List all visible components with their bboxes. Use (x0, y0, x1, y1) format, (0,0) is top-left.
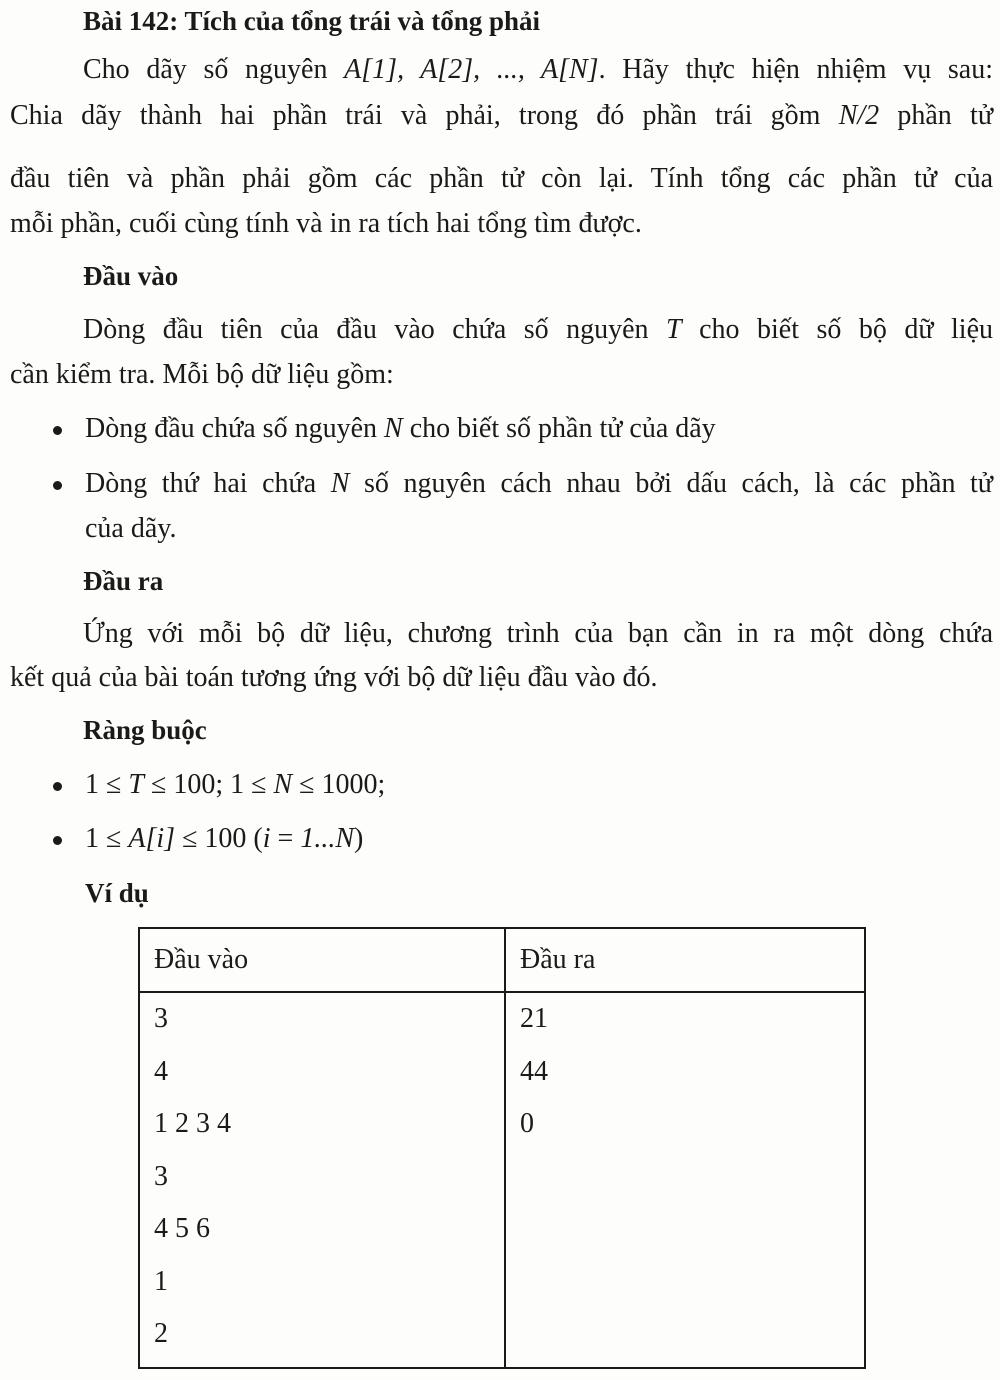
table-header-input: Đầu vào (139, 928, 505, 992)
example-output-cell (505, 992, 865, 1368)
example-input-cell (139, 992, 505, 1368)
example-heading: Ví dụ (85, 878, 149, 908)
bullet-icon (53, 782, 62, 791)
example-output-line: 44 (520, 1055, 548, 1087)
intro-line-4: mỗi phần, cuối cùng tính và in ra tích hai tổng tìm được. (10, 208, 642, 239)
problem-title: Bài 142: Tích của tổng trái và tổng phải (83, 6, 541, 36)
bullet-icon (53, 481, 62, 490)
constraint-1: 1 ≤ T ≤ 100; 1 ≤ N ≤ 1000; (85, 769, 386, 800)
intro-line-1: Cho dãy số nguyên A[1], A[2], ..., A[N]. Hãy thực hiện nhiệm vụ sau: (83, 54, 994, 85)
example-output-line: 21 (520, 1003, 548, 1034)
constraints-heading: Ràng buộc (83, 715, 207, 745)
bullet-icon (53, 836, 62, 845)
intro-line-2: Chia dãy thành hai phần trái và phải, trong đó phần trái gồm N/2 phần tử (10, 100, 993, 131)
example-table (138, 927, 866, 1369)
output-line-1: Ứng với mỗi bộ dữ liệu, chương trình của bạn cần in ra một dòng chứa (83, 618, 993, 649)
example-input-line: 3 (154, 1160, 168, 1192)
input-heading: Đầu vào (83, 261, 179, 291)
example-input-line: 1 2 3 4 (154, 1108, 231, 1139)
constraint-2: 1 ≤ A[i] ≤ 100 (i = 1...N) (85, 823, 364, 854)
input-bullet-2-cont: của dãy. (85, 513, 177, 544)
example-input-line: 4 5 6 (154, 1213, 210, 1244)
output-heading: Đầu ra (83, 566, 164, 596)
example-input-line: 1 (154, 1265, 168, 1297)
table-header-output: Đầu ra (505, 928, 865, 992)
example-input-line: 3 (154, 1003, 168, 1034)
input-bullet-1: Dòng đầu chứa số nguyên N cho biết số phần tử của dãy (85, 413, 716, 444)
input-line-1: Dòng đầu tiên của đầu vào chứa số nguyên T cho biết số bộ dữ liệu (83, 314, 993, 345)
table-row (139, 992, 865, 1368)
example-input-line: 2 (154, 1318, 168, 1349)
input-bullet-2: Dòng thứ hai chứa N số nguyên cách nhau bởi dấu cách, là các phần tử (85, 468, 993, 499)
table-header-row (139, 928, 865, 992)
bullet-icon (53, 426, 62, 435)
output-line-2: kết quả của bài toán tương ứng với bộ dữ liệu đầu vào đó. (10, 662, 658, 693)
intro-line-3: đầu tiên và phần phải gồm các phần tử còn lại. Tính tổng các phần tử của (10, 163, 993, 194)
input-line-2: cần kiểm tra. Mỗi bộ dữ liệu gồm: (10, 359, 394, 390)
example-output-line: 0 (520, 1108, 534, 1139)
example-input-line: 4 (154, 1055, 168, 1087)
